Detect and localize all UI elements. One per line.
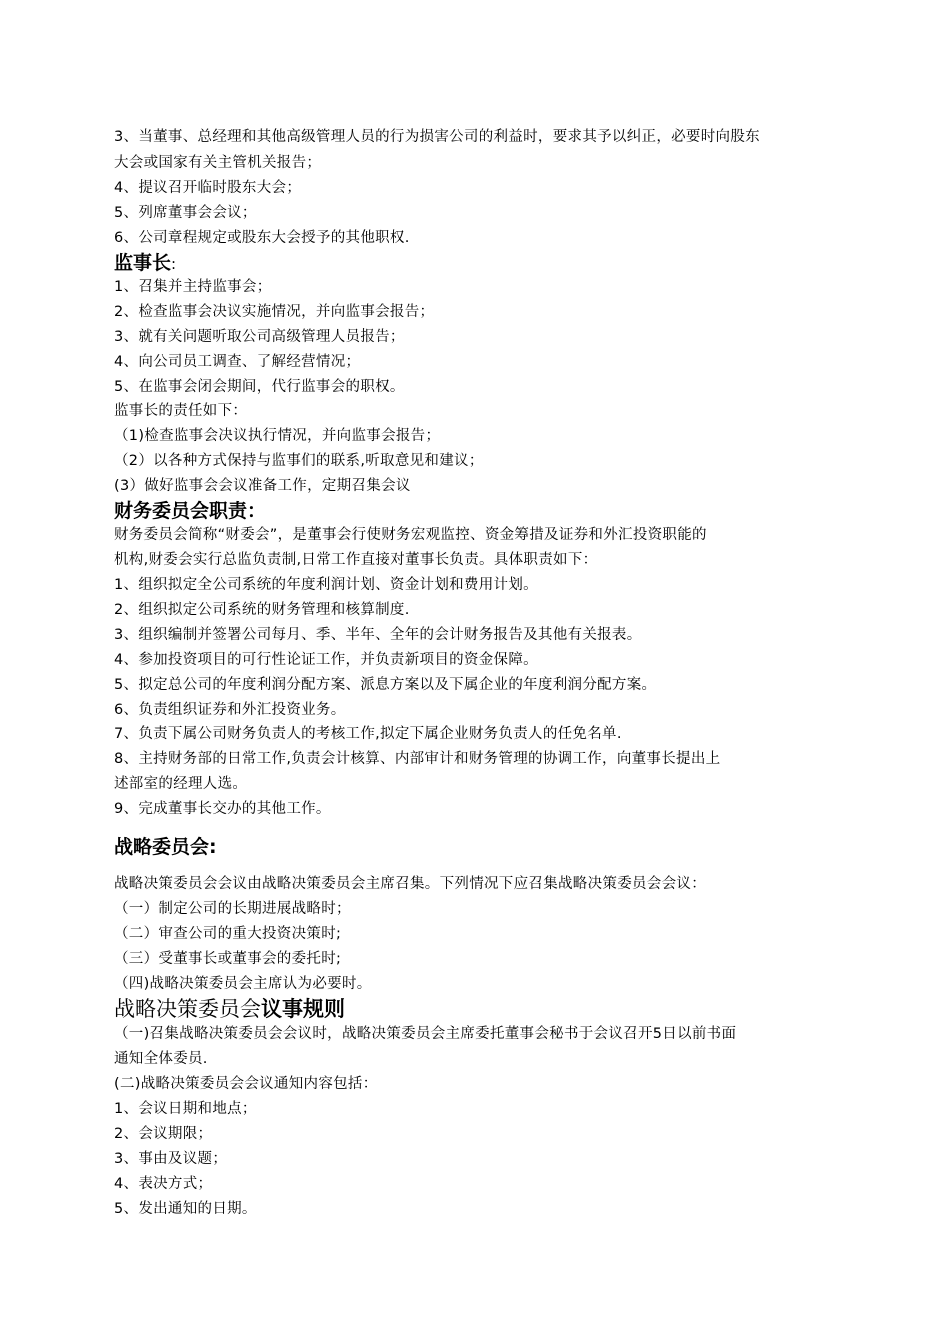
- text-line: 2、会议期限；: [114, 1126, 213, 1142]
- text-line: 1、召集并主持监事会；: [114, 279, 272, 295]
- text-line: 4、提议召开临时股东大会；: [114, 180, 302, 196]
- text-line: （二）审查公司的重大投资决策时;: [114, 926, 342, 942]
- text-line: 2、组织拟定公司系统的财务管理和核算制度.: [114, 602, 410, 618]
- heading-suffix: :: [171, 255, 177, 273]
- text-line: （一)召集战略决策委员会会议时，战略决策委员会主席委托董事会秘书于会议召开5日以前书面: [114, 1026, 737, 1042]
- text-line: （1)检查监事会决议执行情况，并向监事会报告；: [114, 428, 441, 444]
- text-line: 3、就有关问题听取公司高级管理人员报告；: [114, 329, 405, 345]
- text-line: (3）做好监事会会议准备工作，定期召集会议: [114, 478, 411, 494]
- text-line: 7、负责下属公司财务负责人的考核工作,拟定下属企业财务负责人的任免名单.: [114, 726, 622, 742]
- text-line: 大会或国家有关主管机关报告；: [114, 155, 322, 171]
- text-line: 3、事由及议题；: [114, 1151, 228, 1167]
- section-heading: 战略委员会:: [114, 836, 217, 858]
- text-line: 6、负责组织证券和外汇投资业务。: [114, 702, 346, 718]
- text-line: 机构,财委会实行总监负责制,日常工作直接对董事长负责。具体职责如下：: [114, 552, 598, 568]
- text-line: 监事长的责任如下：: [114, 403, 248, 419]
- text-line: 1、组织拟定全公司系统的年度利润计划、资金计划和费用计划。: [114, 577, 538, 593]
- text-line: 5、在监事会闭会期间，代行监事会的职权。: [114, 379, 405, 395]
- text-line: 5、拟定总公司的年度利润分配方案、派息方案以及下属企业的年度利润分配方案。: [114, 677, 657, 693]
- text-line: 3、当董事、总经理和其他高级管理人员的行为损害公司的利益时，要求其予以纠正，必要时向股东: [114, 129, 760, 145]
- heading-text-plain: 战略决策委员会: [114, 997, 261, 1021]
- text-line: （三）受董事长或董事会的委托时;: [114, 951, 342, 967]
- text-line: 3、组织编制并签署公司每月、季、半年、全年的会计财务报告及其他有关报表。: [114, 627, 642, 643]
- text-line: 述部室的经理人选。: [114, 776, 248, 792]
- text-line: 8、主持财务部的日常工作,负责会计核算、内部审计和财务管理的协调工作，向董事长提出上: [114, 751, 721, 767]
- text-line: （2）以各种方式保持与监事们的联系,听取意见和建议；: [114, 453, 484, 469]
- text-line: (二)战略决策委员会会议通知内容包括：: [114, 1076, 378, 1092]
- text-line: 4、表决方式；: [114, 1176, 213, 1192]
- text-line: 6、公司章程规定或股东大会授予的其他职权.: [114, 230, 410, 246]
- text-line: 战略决策委员会会议由战略决策委员会主席召集。下列情况下应召集战略决策委员会会议：: [114, 876, 706, 892]
- text-line: 财务委员会简称“财委会”，是董事会行使财务宏观监控、资金筹措及证券和外汇投资职能的: [114, 527, 707, 543]
- heading-text: 监事长: [114, 252, 172, 274]
- heading-text-bold: 议事规则: [261, 997, 345, 1021]
- text-line: 5、发出通知的日期。: [114, 1201, 257, 1217]
- text-line: 2、检查监事会决议实施情况，并向监事会报告；: [114, 304, 435, 320]
- section-heading: [114, 996, 345, 1022]
- text-line: （一）制定公司的长期进展战略时；: [114, 901, 351, 917]
- text-line: 9、完成董事长交办的其他工作。: [114, 801, 331, 817]
- text-line: 4、向公司员工调查、了解经营情况；: [114, 354, 361, 370]
- section-heading: [114, 251, 176, 276]
- text-line: 通知全体委员.: [114, 1051, 208, 1067]
- text-line: 1、会议日期和地点；: [114, 1101, 257, 1117]
- text-line: （四)战略决策委员会主席认为必要时。: [114, 976, 372, 992]
- text-line: 5、列席董事会会议；: [114, 205, 257, 221]
- text-line: 4、参加投资项目的可行性论证工作，并负责新项目的资金保障。: [114, 652, 538, 668]
- section-heading: 财务委员会职责：: [114, 500, 267, 522]
